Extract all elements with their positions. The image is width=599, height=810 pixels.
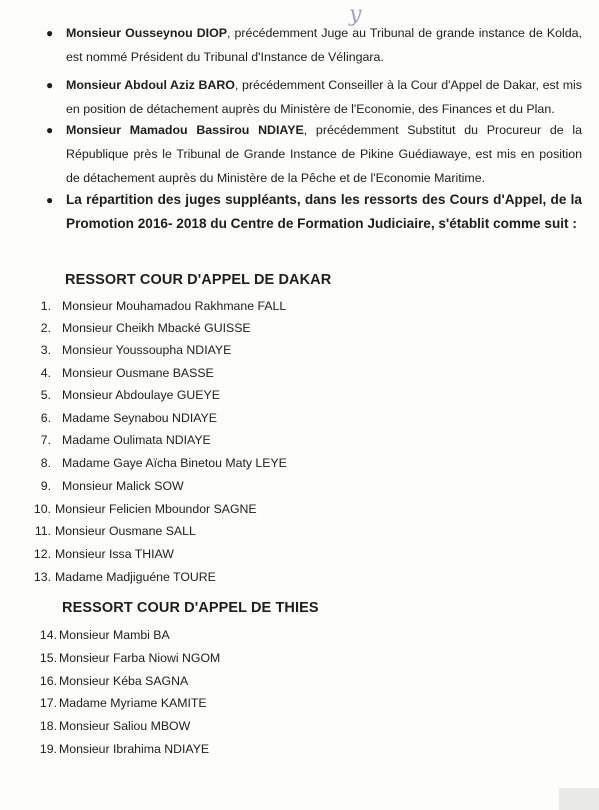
list-item: 7. Madame Oulimata NDIAYE [40,433,211,447]
list-item: 18. Monsieur Saliou MBOW [39,719,191,733]
list-item: 15. Monsieur Farba Niowi NGOM [39,651,221,665]
bullet-icon: ● [46,193,54,207]
section-heading-dakar: RESSORT COUR D'APPEL DE DAKAR [65,272,332,288]
person-name: Monsieur Mamadou Bassirou NDIAYE [66,123,304,137]
repartition-paragraph: La répartition des juges suppléants, dans les ressorts des Cours d'Appel, de la Promotion 2016- 2018 du Centre de Formation Judiciaire, s'établit comme suit : [66,192,582,231]
list-item: 17. Madame Myriame KAMITE [39,696,207,710]
paragraph-text: , précédemment Substitut du Procureur de la République près le Tribunal de Grande Instance de Pikine Guédiawaye, est mis en position de détachement auprès du Ministère de la Pêche et de l'Economie Maritime. [66,123,582,185]
list-item: 2. Monsieur Cheikh Mbacké GUISSE [40,321,251,335]
paragraph-text: , précédemment Conseiller à la Cour d'Appel de Dakar, est mis en position de détachement auprès du Ministère de l'Economie, des Finances et du Plan. [66,78,582,116]
list-item: 4. Monsieur Ousmane BASSE [40,366,214,380]
page-corner-shadow [559,788,599,810]
section-heading-thies: RESSORT COUR D'APPEL DE THIES [62,600,319,616]
list-item: 3. Monsieur Youssoupha NDIAYE [40,343,232,357]
paragraph-appointment-diop [66,21,582,69]
list-item: 16. Monsieur Kéba SAGNA [39,674,189,688]
bullet-icon: ● [46,123,54,137]
list-item: 1. Monsieur Mouhamadou Rakhmane FALL [40,299,287,313]
paragraph-text: , précédemment Juge au Tribunal de grande instance de Kolda, est nommé Président du Tribunal d'Instance de Vélingara. [66,26,582,64]
list-item: 9. Monsieur Malick SOW [40,479,184,493]
paragraph-detachment-ndiaye [66,118,582,190]
list-item: 12. Monsieur Issa THIAW [33,547,174,561]
bullet-icon: ● [46,26,54,40]
list-item: 11. Monsieur Ousmane SALL [34,524,196,538]
list-item: 14. Monsieur Mambi BA [39,628,170,642]
person-name: Monsieur Abdoul Aziz BARO [66,78,235,92]
list-item: 6. Madame Seynabou NDIAYE [40,411,217,425]
bullet-icon: ● [46,78,54,92]
list-item: 5. Monsieur Abdoulaye GUEYE [40,388,220,402]
list-item: 13. Madame Madjiguéne TOURE [33,570,216,584]
list-item: 8. Madame Gaye Aïcha Binetou Maty LEYE [40,456,287,470]
list-item: 10. Monsieur Felicien Mboundor SAGNE [33,502,257,516]
paragraph-detachment-baro [66,73,582,121]
list-item: 19. Monsieur Ibrahima NDIAYE [39,742,210,756]
person-name: Monsieur Ousseynou DIOP [66,26,228,40]
handwritten-margin-mark: y [349,2,362,27]
